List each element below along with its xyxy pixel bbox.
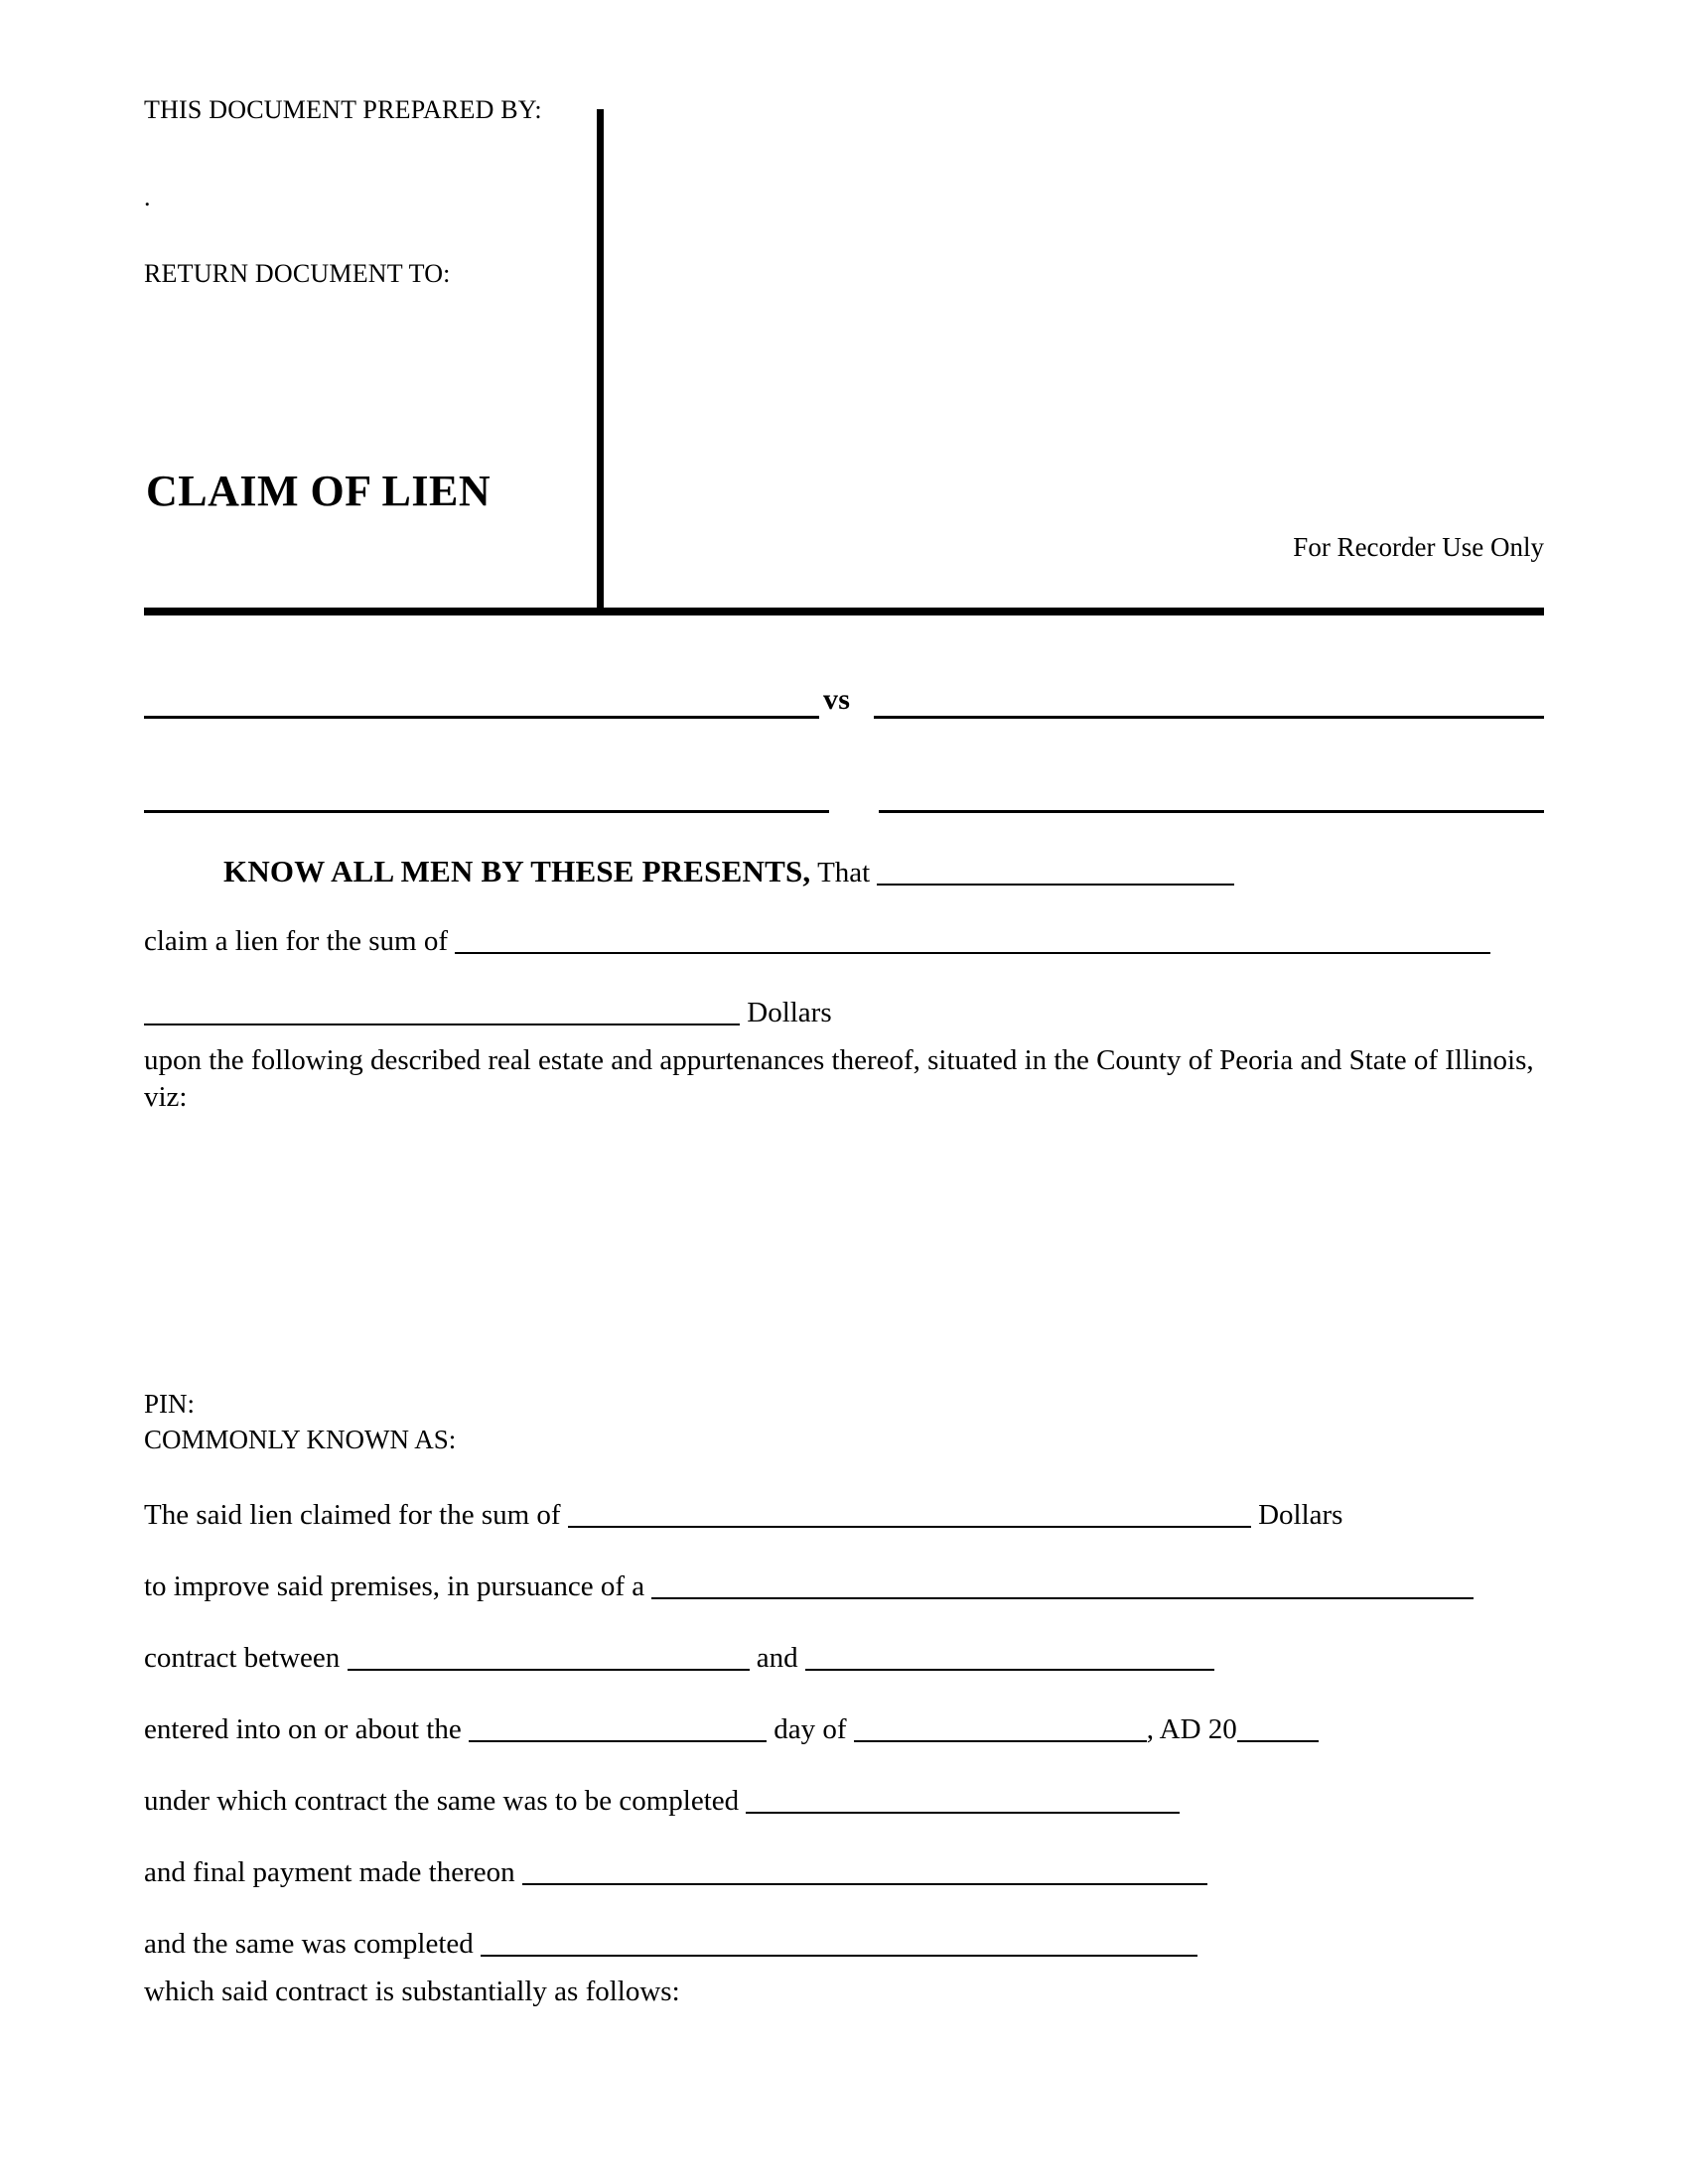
contract-party-a-field[interactable]	[348, 1643, 750, 1671]
contract-between-row	[144, 1642, 1554, 1713]
final-payment-label: and final payment made thereon	[144, 1856, 522, 1888]
recorder-use-only-label: For Recorder Use Only	[1293, 532, 1544, 562]
header-left-column	[144, 94, 596, 611]
sum-in-words-field[interactable]	[144, 998, 740, 1025]
completion-due-label: under which contract the same was to be completed	[144, 1785, 747, 1817]
same-completed-label: and the same was completed	[144, 1928, 482, 1960]
day-of-label: day of	[766, 1713, 854, 1745]
contract-between-label: contract between	[144, 1642, 348, 1674]
dollars-label: Dollars	[740, 997, 832, 1028]
final-payment-row	[144, 1856, 1554, 1928]
entered-into-row	[144, 1713, 1554, 1785]
claim-lien-sum-label: claim a lien for the sum of	[144, 925, 456, 957]
real-estate-paragraph: upon the following described real estate and appurtenances thereof, situated in the County of Peoria and State of Illinois, viz:	[144, 1044, 1534, 1114]
said-lien-dollars-label: Dollars	[1250, 1499, 1343, 1531]
pin-row	[144, 1386, 1137, 1422]
contract-party-b-field[interactable]	[805, 1643, 1214, 1671]
contract-details-block	[144, 1499, 1554, 2015]
presents-that-label: That	[810, 857, 878, 888]
entered-into-label: entered into on or about the	[144, 1713, 469, 1745]
header-vertical-divider	[597, 109, 604, 611]
completion-due-row	[144, 1785, 1554, 1856]
prepared-by-label: THIS DOCUMENT PREPARED BY:	[144, 95, 542, 124]
ad-year-label: , AD 20	[1146, 1713, 1237, 1745]
return-document-to-label: RETURN DOCUMENT TO:	[144, 259, 451, 288]
recorder-use-box	[611, 94, 1544, 611]
page-title: CLAIM OF LIEN	[146, 467, 492, 515]
parties-row-secondary	[144, 779, 1544, 813]
improve-premises-label: to improve said premises, in pursuance of a	[144, 1570, 652, 1602]
vs-label: vs	[823, 683, 851, 716]
completion-due-field[interactable]	[746, 1786, 1180, 1814]
contract-and-label: and	[749, 1642, 805, 1674]
defendant-field[interactable]	[874, 676, 1544, 719]
entered-day-field[interactable]	[469, 1714, 767, 1742]
document-header	[144, 94, 1544, 611]
claimant-name-field[interactable]	[877, 858, 1234, 886]
entered-month-field[interactable]	[854, 1714, 1147, 1742]
know-all-men-heading: KNOW ALL MEN BY THESE PRESENTS,	[223, 854, 811, 888]
said-lien-sum-row	[144, 1499, 1554, 1570]
said-lien-sum-label: The said lien claimed for the sum of	[144, 1499, 568, 1531]
improve-premises-row	[144, 1570, 1554, 1642]
said-lien-sum-field[interactable]	[568, 1500, 1251, 1528]
plaintiff-field-2[interactable]	[144, 780, 829, 813]
property-identification-block	[144, 1386, 1137, 1458]
claim-lien-sum-field[interactable]	[455, 926, 1490, 954]
parties-row-primary	[144, 675, 1544, 719]
final-payment-field[interactable]	[522, 1857, 1207, 1885]
same-completed-field[interactable]	[481, 1929, 1197, 1957]
know-all-men-line	[144, 854, 1549, 889]
improve-premises-field[interactable]	[651, 1571, 1474, 1599]
sum-in-words-line	[144, 995, 832, 1031]
prepared-by-field[interactable]: .	[144, 183, 151, 211]
same-completed-row	[144, 1928, 1554, 1976]
header-bottom-rule	[144, 608, 1544, 615]
substantially-as-follows-row	[144, 1976, 1554, 2015]
substantially-as-follows-label: which said contract is substantially as follows:	[144, 1976, 680, 2007]
commonly-known-as-row	[144, 1422, 1137, 1457]
claim-lien-sum-line	[144, 923, 1490, 960]
plaintiff-field[interactable]	[144, 676, 819, 719]
commonly-known-as-label: COMMONLY KNOWN AS:	[144, 1425, 457, 1455]
pin-label: PIN:	[144, 1389, 196, 1419]
entered-year-field[interactable]	[1237, 1714, 1319, 1742]
defendant-field-2[interactable]	[879, 780, 1544, 813]
